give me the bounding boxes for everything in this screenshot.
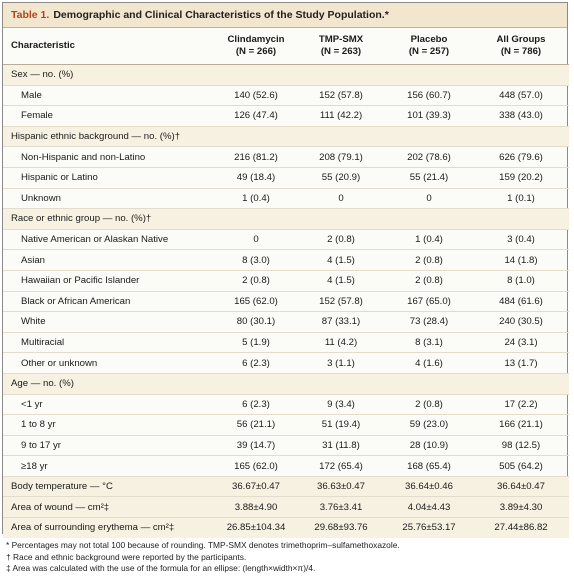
cell-value: 156 (60.7) [407,89,451,101]
cell-value: 87 (33.1) [321,316,361,328]
cell-value: 2 (0.8) [242,275,270,287]
cell-value [215,126,297,147]
cell-value [385,209,473,230]
table-row [3,435,569,456]
row-label: Hawaiian or Pacific Islander [21,275,140,287]
cell-value: 36.64±0.46 [385,476,473,497]
row-label: Area of wound — cm²‡ [3,497,215,518]
cell-value: 4 (1.5) [327,275,355,287]
cell-value: 4 (1.5) [327,254,355,266]
footnote: † Race and ethnic background were reported by the participants. [6,551,247,562]
cell-value: 216 (81.2) [234,151,278,163]
cell-value: 27.44±86.82 [473,518,569,538]
footnote: * Percentages may not total 100 because of rounding. TMP-SMX denotes trimethoprim–sulfamethoxazole. [6,540,400,550]
row-label: 1 to 8 yr [21,419,56,431]
cell-value: 4.04±4.43 [385,497,473,518]
cell-value [215,373,297,394]
row-label: Race or ethnic group — no. (%)† [3,209,215,230]
cell-value: 3 (1.1) [327,357,355,369]
cell-value: 29.68±93.76 [297,518,385,538]
table-row [3,497,569,518]
header-characteristic: Characteristic [11,40,75,51]
cell-value [385,65,473,86]
row-label: Unknown [21,192,61,204]
cell-value [385,126,473,147]
row-label: Non-Hispanic and non-Latino [21,151,146,163]
cell-value: 165 (62.0) [234,460,278,472]
cell-value: 2 (0.8) [415,275,443,287]
table-title: Demographic and Clinical Characteristics of the Study Population.* [53,9,389,21]
cell-value: 152 (57.8) [319,89,363,101]
cell-value: 59 (23.0) [409,419,449,431]
table-row [3,291,569,312]
cell-value: 448 (57.0) [499,89,543,101]
cell-value: 49 (18.4) [236,172,276,184]
cell-value: 25.76±53.17 [385,518,473,538]
table-row [3,476,569,497]
table-row [3,394,569,415]
cell-value: 338 (43.0) [499,110,543,122]
cell-value [215,209,297,230]
cell-value: 111 (42.2) [319,110,363,122]
table-frame [2,2,568,534]
header-row [3,28,569,65]
row-label: Black or African American [21,295,131,307]
header-all-groups: All Groups (N = 786) [496,34,546,57]
cell-value: 167 (65.0) [407,295,451,307]
cell-value: 1 (0.1) [507,192,535,204]
cell-value: 3.88±4.90 [215,497,297,518]
cell-value: 2 (0.8) [327,234,355,246]
cell-value: 73 (28.4) [409,316,449,328]
table-row [3,270,569,291]
cell-value: 168 (65.4) [407,460,451,472]
cell-value: 9 (3.4) [327,398,355,410]
table-row [3,353,569,374]
cell-value: 80 (30.1) [236,316,276,328]
cell-value: 26.85±104.34 [215,518,297,538]
table-row [3,209,569,230]
cell-value: 159 (20.2) [499,172,543,184]
cell-value: 240 (30.5) [499,316,543,328]
cell-value: 2 (0.8) [415,254,443,266]
table-number: Table 1. [11,9,50,21]
cell-value [215,65,297,86]
cell-value: 4 (1.6) [415,357,443,369]
table-row [3,147,569,168]
cell-value [473,126,569,147]
cell-value: 0 [426,192,432,204]
cell-value: 626 (79.6) [499,151,543,163]
row-label: Asian [21,254,45,266]
footnotes [6,540,566,575]
table-row [3,126,569,147]
table-row [3,518,569,538]
cell-value: 28 (10.9) [409,439,449,451]
row-label: <1 yr [21,398,43,410]
row-label: Multiracial [21,337,65,349]
cell-value: 165 (62.0) [234,295,278,307]
cell-value: 51 (19.4) [321,419,361,431]
cell-value: 31 (11.8) [322,439,360,451]
cell-value: 152 (57.8) [319,295,363,307]
table-row [3,312,569,333]
cell-value: 3.89±4.30 [473,497,569,518]
row-label: Female [21,110,53,122]
table-row [3,188,569,209]
cell-value: 98 (12.5) [501,439,541,451]
row-label: Male [21,89,42,101]
cell-value [297,373,385,394]
table-row [3,415,569,436]
table-row [3,373,569,394]
cell-value: 202 (78.6) [407,151,451,163]
header-clindamycin: Clindamycin (N = 266) [227,34,285,57]
cell-value [473,373,569,394]
cell-value: 2 (0.8) [415,398,443,410]
cell-value: 3 (0.4) [507,234,535,246]
row-label: Sex — no. (%) [3,65,215,86]
cell-value: 24 (3.1) [504,337,538,349]
cell-value: 8 (3.1) [415,337,443,349]
cell-value: 0 [338,192,344,204]
cell-value: 208 (79.1) [319,151,363,163]
cell-value: 11 (4.2) [324,337,358,349]
table-row [3,65,569,86]
cell-value: 1 (0.4) [415,234,443,246]
table-row [3,167,569,188]
table-row [3,250,569,271]
row-label: Hispanic ethnic background — no. (%)† [3,126,215,147]
cell-value: 56 (21.1) [236,419,276,431]
cell-value: 166 (21.1) [499,419,543,431]
cell-value: 36.64±0.47 [473,476,569,497]
characteristics-table [3,28,569,538]
cell-value: 14 (1.8) [504,254,538,266]
cell-value: 39 (14.7) [236,439,276,451]
cell-value [473,65,569,86]
cell-value: 36.67±0.47 [215,476,297,497]
header-tmp-smx: TMP-SMX (N = 263) [318,34,364,57]
cell-value: 55 (21.4) [409,172,449,184]
row-label: White [21,316,46,328]
row-label: Area of surrounding erythema — cm²‡ [3,518,215,538]
header-placebo: Placebo (N = 257) [408,34,450,57]
row-label: Age — no. (%) [3,373,215,394]
cell-value: 101 (39.3) [407,110,451,122]
cell-value: 17 (2.2) [504,398,538,410]
table-row [3,229,569,250]
table-row [3,106,569,127]
cell-value: 6 (2.3) [242,357,270,369]
cell-value: 505 (64.2) [499,460,543,472]
table-row [3,456,569,477]
cell-value: 1 (0.4) [242,192,270,204]
footnote: ‡ Area was calculated with the use of the formula for an ellipse: (length×width×π)/4. [6,563,316,573]
cell-value: 5 (1.9) [242,337,270,349]
cell-value: 13 (1.7) [504,357,538,369]
cell-value [297,126,385,147]
row-label: Body temperature — °C [3,476,215,497]
cell-value [297,209,385,230]
cell-value: 36.63±0.47 [297,476,385,497]
cell-value [473,209,569,230]
cell-value: 8 (1.0) [507,275,535,287]
cell-value: 6 (2.3) [242,398,270,410]
cell-value: 126 (47.4) [234,110,278,122]
cell-value: 140 (52.6) [234,89,278,101]
cell-value: 3.76±3.41 [297,497,385,518]
table-row [3,332,569,353]
cell-value: 172 (65.4) [319,460,363,472]
row-label: Native American or Alaskan Native [21,234,169,246]
table-title-bar [3,3,567,28]
row-label: 9 to 17 yr [21,439,61,451]
row-label: Hispanic or Latino [21,172,98,184]
cell-value: 55 (20.9) [321,172,361,184]
cell-value: 484 (61.6) [499,295,543,307]
cell-value [297,65,385,86]
cell-value [385,373,473,394]
table-row [3,85,569,106]
table-body [3,65,569,538]
cell-value: 8 (3.0) [242,254,270,266]
row-label: Other or unknown [21,357,98,369]
row-label: ≥18 yr [21,460,48,472]
cell-value: 0 [253,234,259,246]
